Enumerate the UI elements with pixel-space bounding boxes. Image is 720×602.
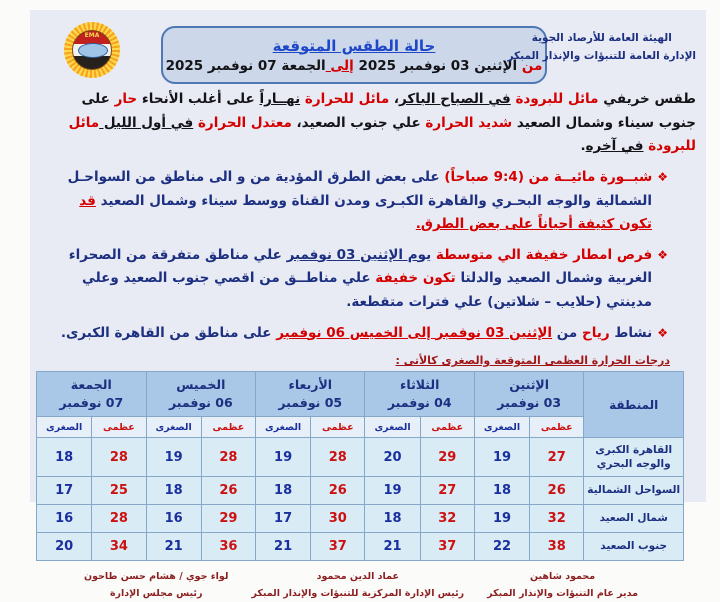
diamond-bullet-icon: ❖ bbox=[657, 169, 668, 184]
signatory-name: محمود شاهين bbox=[529, 571, 596, 583]
min-temp-cell: 17 bbox=[256, 505, 311, 533]
weather-bulletin-sheet bbox=[30, 10, 706, 600]
forecast-paragraph-3 bbox=[36, 244, 698, 315]
min-temp-cell: 17 bbox=[37, 477, 92, 505]
forecast-paragraph-4 bbox=[36, 322, 698, 346]
signatory-name: عماد الدين محمود bbox=[316, 571, 399, 583]
max-temp-subheader: عظمى bbox=[530, 417, 584, 438]
min-temp-cell: 19 bbox=[474, 438, 529, 477]
signature-block-2 bbox=[251, 568, 464, 602]
max-temp-subheader: عظمى bbox=[92, 417, 146, 438]
max-temp-cell: 28 bbox=[92, 438, 146, 477]
max-temp-cell: 30 bbox=[311, 505, 365, 533]
max-temp-cell: 38 bbox=[530, 533, 584, 561]
signature-block-3 bbox=[84, 568, 228, 602]
text-segment: على مناطق من القاهرة الكبرى. bbox=[60, 324, 277, 341]
day-date: 06 نوفمبر bbox=[168, 395, 233, 411]
temperature-table-head bbox=[37, 372, 684, 438]
text-segment: شبــورة مائيــة من (9:4 صباحاً) bbox=[444, 168, 653, 185]
forecast-paragraphs bbox=[36, 88, 698, 345]
max-temp-cell: 26 bbox=[311, 477, 365, 505]
max-temp-cell: 32 bbox=[420, 505, 474, 533]
max-temp-cell: 25 bbox=[92, 477, 146, 505]
diamond-bullet-icon: ❖ bbox=[657, 247, 668, 262]
text-segment: على بعض الطرق المؤدية من و الى مناطق من السواحـل الشمالية والوجه البحـري والقاهرة الكبـرى ومدن القناة ووسط سيناء وشمال الصعيد bbox=[67, 168, 652, 209]
diamond-bullet-icon: ❖ bbox=[657, 325, 668, 340]
signature-footer bbox=[36, 561, 698, 602]
max-temp-subheader: عظمى bbox=[420, 417, 474, 438]
min-temp-cell: 22 bbox=[474, 533, 529, 561]
min-temp-cell: 18 bbox=[37, 438, 92, 477]
region-column-header: المنطقة bbox=[584, 372, 684, 438]
signatory-title: رئيس مجلس الإدارة bbox=[109, 588, 203, 600]
text-segment: نهــاراً bbox=[259, 91, 301, 107]
signature-block-1 bbox=[487, 568, 638, 602]
text-segment: مائل للحرارة bbox=[300, 91, 390, 107]
min-temp-cell: 21 bbox=[256, 533, 311, 561]
min-temp-cell: 20 bbox=[365, 438, 420, 477]
day-header-1 bbox=[474, 372, 583, 417]
day-name: الثلاثاء bbox=[400, 376, 440, 392]
text-segment: قد تكون كثيفة أحياناً على بعض الطرق. bbox=[79, 192, 652, 233]
signatory-title: مدير عام التنبؤات والإنذار المبكر bbox=[487, 588, 638, 600]
text-segment: في أول الليل bbox=[99, 114, 194, 131]
max-temp-cell: 29 bbox=[420, 438, 474, 477]
day-name: الإثنين bbox=[509, 376, 550, 392]
region-name-cell: السواحل الشمالية bbox=[584, 477, 684, 505]
org-line1: الهيئة العامة للأرصاد الجوية bbox=[531, 32, 672, 44]
day-header-4 bbox=[146, 372, 255, 417]
max-temp-subheader: عظمى bbox=[201, 417, 255, 438]
max-temp-cell: 32 bbox=[530, 505, 584, 533]
max-temp-cell: 37 bbox=[311, 533, 365, 561]
table-row bbox=[37, 505, 684, 533]
signatory-name: لواء جوي / هشام حسن طاحون bbox=[84, 571, 229, 583]
text-segment: من bbox=[552, 324, 578, 341]
max-temp-cell: 28 bbox=[92, 505, 146, 533]
text-segment: الإثنين 03 نوفمبر 2025 bbox=[353, 57, 518, 74]
region-name-cell: شمال الصعيد bbox=[584, 505, 684, 533]
min-temp-cell: 18 bbox=[365, 505, 420, 533]
text-segment: من bbox=[517, 57, 543, 74]
min-temp-cell: 19 bbox=[256, 438, 311, 477]
min-temp-cell: 20 bbox=[37, 533, 92, 561]
text-segment: ، bbox=[389, 91, 400, 107]
org-line2: الإدارة العامة للتنبؤات والإنذار المبكر bbox=[507, 49, 696, 62]
max-temp-cell: 36 bbox=[201, 533, 255, 561]
text-segment: شديد الحرارة bbox=[420, 114, 513, 131]
max-temp-cell: 27 bbox=[530, 438, 584, 477]
bulletin-header bbox=[36, 18, 698, 84]
max-temp-cell: 37 bbox=[420, 533, 474, 561]
bulletin-title: حالة الطقس المتوقعة bbox=[272, 36, 436, 55]
date-range-line bbox=[166, 58, 543, 74]
text-segment: على أغلب الأنحاء bbox=[137, 91, 260, 107]
text-segment: . bbox=[580, 138, 586, 155]
min-temp-subheader: الصغرى bbox=[256, 417, 311, 438]
organization-name bbox=[508, 30, 696, 66]
ema-logo-label: EMA bbox=[84, 32, 100, 39]
day-date: 05 نوفمبر bbox=[278, 395, 343, 411]
text-segment: يوم الإثنين 03 نوفمبر bbox=[286, 246, 432, 263]
ema-flag-circle bbox=[72, 30, 112, 70]
cloud-icon bbox=[78, 43, 108, 58]
day-name: الخميس bbox=[176, 376, 226, 392]
table-row bbox=[37, 438, 684, 477]
min-temp-cell: 18 bbox=[474, 477, 529, 505]
min-temp-cell: 19 bbox=[474, 505, 529, 533]
text-segment: إلى bbox=[325, 57, 354, 74]
signatory-title: رئيس الإدارة المركزية للتنبؤات والإنذار المبكر bbox=[251, 588, 465, 600]
text-segment: فرص امطار خفيفة الي متوسطة bbox=[431, 246, 653, 263]
min-temp-cell: 19 bbox=[146, 438, 201, 477]
text-segment: علي جنوب الصعيد، bbox=[291, 114, 421, 131]
min-temp-subheader: الصغرى bbox=[474, 417, 529, 438]
text-segment: طقس خريفي bbox=[598, 91, 696, 107]
text-segment: مائل للبرودة bbox=[68, 114, 696, 155]
text-segment: على جنوب سيناء وشمال الصعيد bbox=[81, 91, 696, 131]
text-segment: رياح bbox=[577, 324, 610, 341]
day-date: 04 نوفمبر bbox=[387, 395, 452, 411]
max-temp-cell: 28 bbox=[311, 438, 365, 477]
text-segment: علي مناطق متفرقة من الصحراء الغربية وشمال الصعيد والدلتا bbox=[68, 246, 652, 287]
text-segment: الإثنين 03 نوفمبر إلى الخميس 06 نوفمبر bbox=[276, 324, 553, 341]
max-temp-cell: 34 bbox=[92, 533, 146, 561]
day-name: الجمعة bbox=[70, 376, 112, 392]
min-temp-cell: 19 bbox=[365, 477, 420, 505]
min-temp-cell: 18 bbox=[146, 477, 201, 505]
temperature-table bbox=[36, 371, 684, 561]
text-segment: الجمعة 07 نوفمبر 2025 bbox=[165, 57, 326, 74]
min-temp-subheader: الصغرى bbox=[146, 417, 201, 438]
day-name: الأربعاء bbox=[288, 376, 333, 392]
max-temp-cell: 28 bbox=[201, 438, 255, 477]
region-name-cell: القاهرة الكبرى والوجه البحري bbox=[584, 438, 684, 477]
text-segment: علي مناطــق من اقصي جنوب الصعيد وعلي مدينتي (حلايب – شلاتين) علي فترات متقطعة. bbox=[82, 270, 652, 310]
title-box bbox=[161, 26, 547, 84]
max-temp-cell: 27 bbox=[420, 477, 474, 505]
text-segment: في آخره bbox=[585, 138, 644, 155]
min-temp-cell: 21 bbox=[365, 533, 420, 561]
text-segment: حار bbox=[109, 91, 138, 107]
day-header-2 bbox=[365, 372, 474, 417]
max-temp-cell: 26 bbox=[530, 477, 584, 505]
text-segment: مائل للبرودة bbox=[510, 91, 599, 107]
max-temp-cell: 26 bbox=[201, 477, 255, 505]
text-segment: معتدل الحرارة bbox=[193, 114, 292, 131]
temperature-table-body bbox=[37, 438, 684, 561]
min-temp-cell: 21 bbox=[146, 533, 201, 561]
min-temp-subheader: الصغرى bbox=[37, 417, 92, 438]
text-segment: نشاط bbox=[609, 324, 653, 341]
min-temp-subheader: الصغرى bbox=[365, 417, 420, 438]
min-temp-cell: 16 bbox=[37, 505, 92, 533]
region-name-cell: جنوب الصعيد bbox=[584, 533, 684, 561]
forecast-paragraph-1 bbox=[36, 88, 698, 159]
table-intro-line: درجات الحرارة العظمى المتوقعة والصغرى كالأتى : bbox=[395, 354, 670, 368]
ema-sun-logo-icon bbox=[64, 22, 120, 78]
day-date: 03 نوفمبر bbox=[497, 395, 562, 411]
text-segment: في الصباح الباكر bbox=[399, 91, 511, 107]
day-header-5 bbox=[37, 372, 147, 417]
text-segment: تكون خفيفة bbox=[370, 270, 456, 287]
day-date: 07 نوفمبر bbox=[59, 395, 124, 411]
min-temp-cell: 16 bbox=[146, 505, 201, 533]
table-row bbox=[37, 533, 684, 561]
max-temp-cell: 29 bbox=[201, 505, 255, 533]
table-row bbox=[37, 477, 684, 505]
forecast-paragraph-2 bbox=[36, 166, 698, 237]
max-temp-subheader: عظمى bbox=[311, 417, 365, 438]
min-temp-cell: 18 bbox=[256, 477, 311, 505]
day-header-3 bbox=[256, 372, 365, 417]
